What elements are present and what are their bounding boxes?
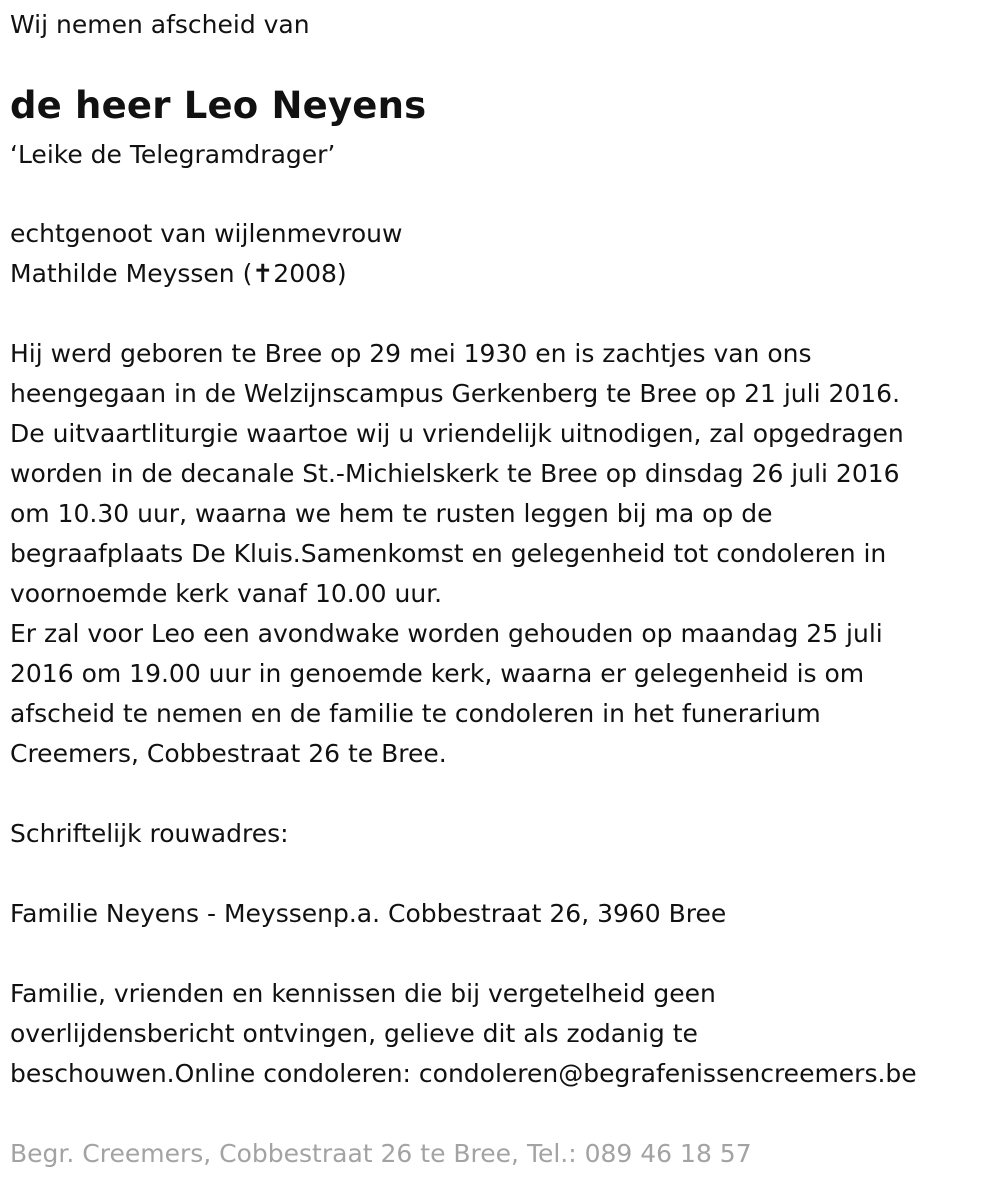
announcement-line: De uitvaartliturgie waartoe wij u vriendelijk uitnodigen, zal opgedragen [10,419,904,448]
announcement-line: Er zal voor Leo een avondwake worden gehouden op maandag 25 juli [10,619,883,648]
funeral-home-footer: Begr. Creemers, Cobbestraat 26 te Bree, Tel.: 089 46 18 57 [10,1139,752,1168]
intro-text: Wij nemen afscheid van [10,10,310,39]
announcement-line: Hij werd geboren te Bree op 29 mei 1930 en is zachtjes van ons [10,339,812,368]
spouse-line-2: Mathilde Meyssen (✝2008) [10,259,347,288]
announcement-line: worden in de decanale St.-Michielskerk te Bree op dinsdag 26 juli 2016 [10,459,900,488]
announcement-line: 2016 om 19.00 uur in genoemde kerk, waarna er gelegenheid is om [10,659,865,688]
spouse-line-1: echtgenoot van wijlenmevrouw [10,219,403,248]
announcement-line: om 10.30 uur, waarna we hem te rusten leggen bij ma op de [10,499,773,528]
announcement-line: Creemers, Cobbestraat 26 te Bree. [10,739,447,768]
deceased-nickname: ‘Leike de Telegramdrager’ [10,140,336,169]
announcement-line: voornoemde kerk vanaf 10.00 uur. [10,579,443,608]
announcement-line: afscheid te nemen en de familie te condoleren in het funerarium [10,699,821,728]
deceased-name: de heer Leo Neyens [10,84,427,127]
announcement-line: heengegaan in de Welzijnscampus Gerkenberg te Bree op 21 juli 2016. [10,379,901,408]
address-value: Familie Neyens - Meyssenp.a. Cobbestraat 26, 3960 Bree [10,899,727,928]
address-label: Schriftelijk rouwadres: [10,819,289,848]
closing-line: beschouwen.Online condoleren: condoleren@begrafenissencreemers.be [10,1059,917,1088]
closing-line: overlijdensbericht ontvingen, gelieve dit als zodanig te [10,1019,698,1048]
closing-line: Familie, vrienden en kennissen die bij vergetelheid geen [10,979,716,1008]
announcement-line: begraafplaats De Kluis.Samenkomst en gelegenheid tot condoleren in [10,539,887,568]
